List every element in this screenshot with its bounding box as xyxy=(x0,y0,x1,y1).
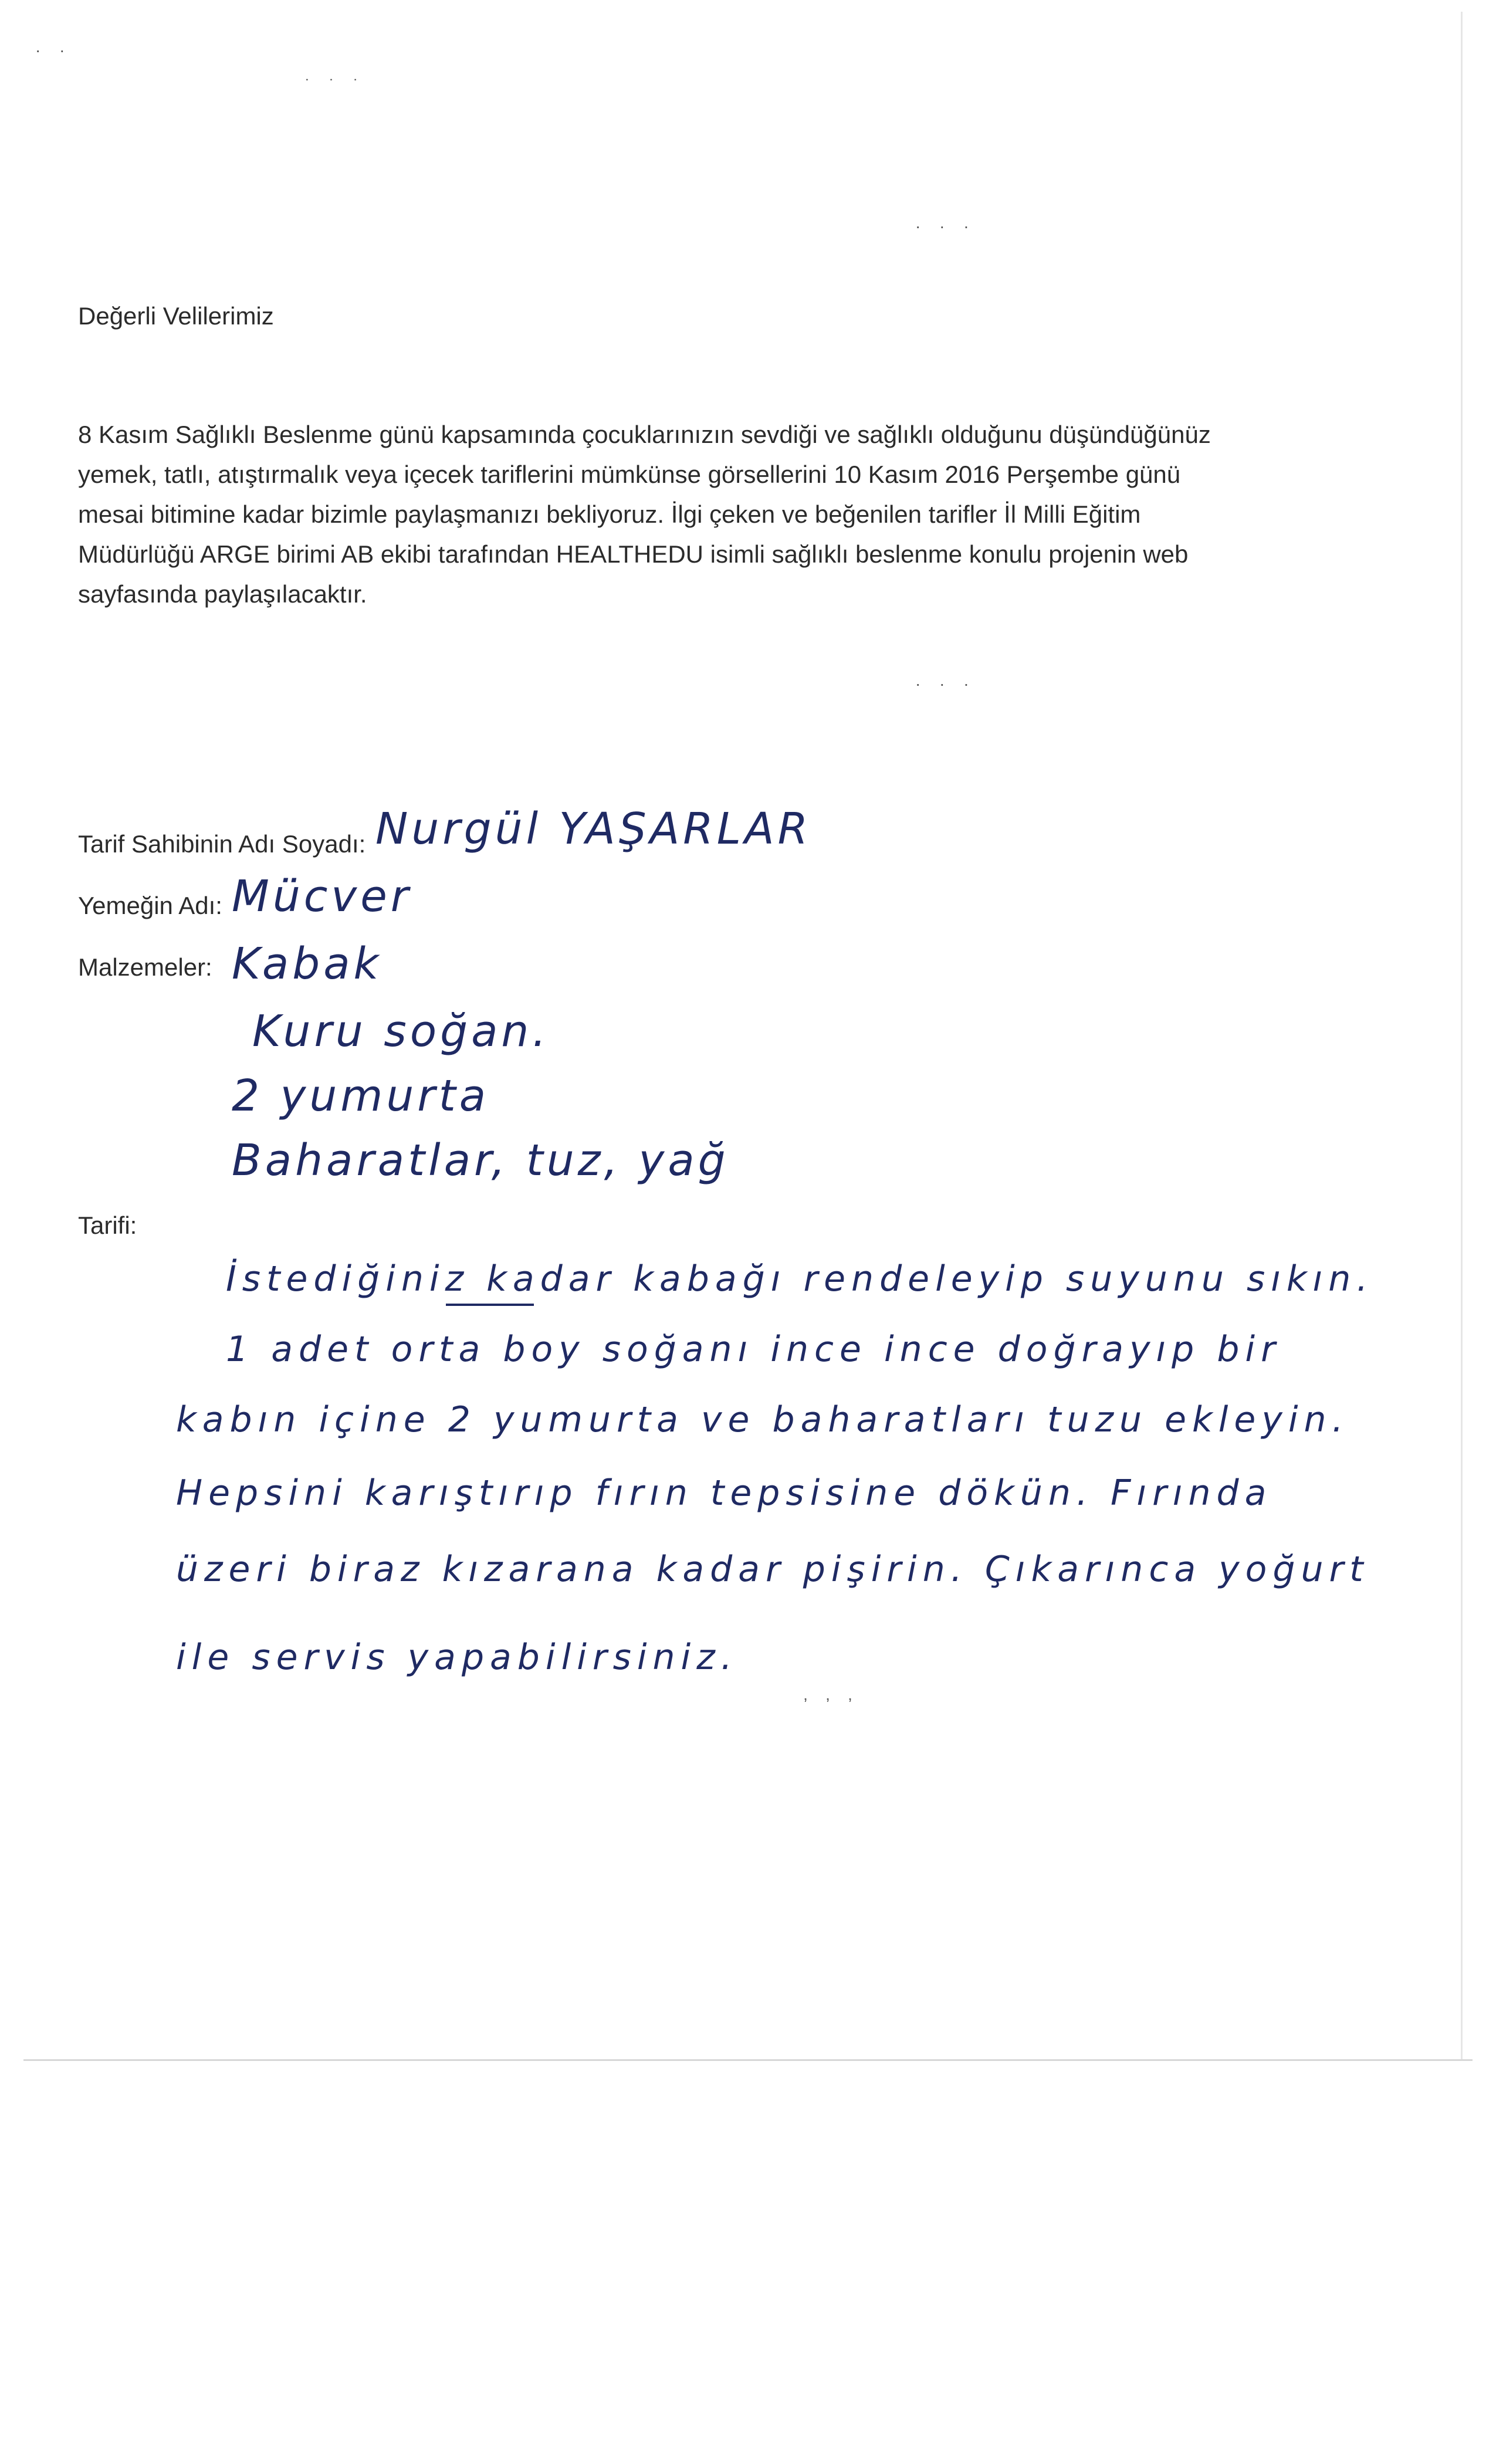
ingredient-item: 2 yumurta xyxy=(232,1071,490,1121)
recipe-line: 1 adet orta boy soğanı ince ince doğrayıp bir xyxy=(226,1329,1281,1370)
recipe-line: Hepsini karıştırıp fırın tepsisine dökün. Fırında xyxy=(176,1473,1272,1514)
scan-edge xyxy=(1461,12,1463,2059)
letter-paragraph xyxy=(78,415,1251,614)
scan-speck: ʼ ʼ ʼ xyxy=(804,1695,859,1714)
paragraph-line: Müdürlüğü ARGE birimi AB ekibi tarafından HEALTHEDU isimli sağlıklı beslenme konulu projenin web xyxy=(78,540,1189,568)
dish-label: Yemeğin Adı: xyxy=(78,892,222,919)
scan-speck: ˙ ˙ ˙ xyxy=(305,76,366,94)
underline-stroke xyxy=(446,1304,534,1306)
owner-label: Tarif Sahibinin Adı Soyadı: xyxy=(78,830,366,858)
dish-value: Mücver xyxy=(232,871,412,922)
paragraph-line: 8 Kasım Sağlıklı Beslenme günü kapsamında çocuklarınızın sevdiği ve sağlıklı olduğunu düşündüğünüz xyxy=(78,421,1211,448)
owner-value: Nurgül YAŞARLAR xyxy=(375,804,811,854)
scan-speck: · · xyxy=(35,41,72,59)
recipe-line: üzeri biraz kızarana kadar pişirin. Çıkarınca yoğurt xyxy=(176,1549,1369,1590)
paragraph-line: yemek, tatlı, atıştırmalık veya içecek tariflerini mümkünse görsellerini 10 Kasım 2016 Perşembe günü xyxy=(78,461,1181,488)
ingredient-item: Kuru soğan. xyxy=(252,1006,550,1057)
paragraph-line: mesai bitimine kadar bizimle paylaşmanızı bekliyoruz. İlgi çeken ve beğenilen tarifler İl Milli Eğitim xyxy=(78,500,1141,528)
recipe-label: Tarifi: xyxy=(78,1211,137,1239)
ingredients-label: Malzemeler: xyxy=(78,953,212,981)
ingredient-item: Baharatlar, tuz, yağ xyxy=(232,1135,729,1186)
scan-speck: · · · xyxy=(915,675,976,693)
paragraph-line: sayfasında paylaşılacaktır. xyxy=(78,580,367,608)
recipe-line: İstediğiniz kadar kabağı rendeleyip suyunu sıkın. xyxy=(226,1258,1374,1299)
recipe-line: kabın içine 2 yumurta ve baharatları tuzu ekleyin. xyxy=(176,1399,1349,1440)
ingredient-item: Kabak xyxy=(232,939,383,989)
recipe-line: ile servis yapabilirsiniz. xyxy=(176,1637,738,1678)
letter-greeting: Değerli Velilerimiz xyxy=(78,302,274,330)
scan-speck: · · · xyxy=(915,217,976,235)
